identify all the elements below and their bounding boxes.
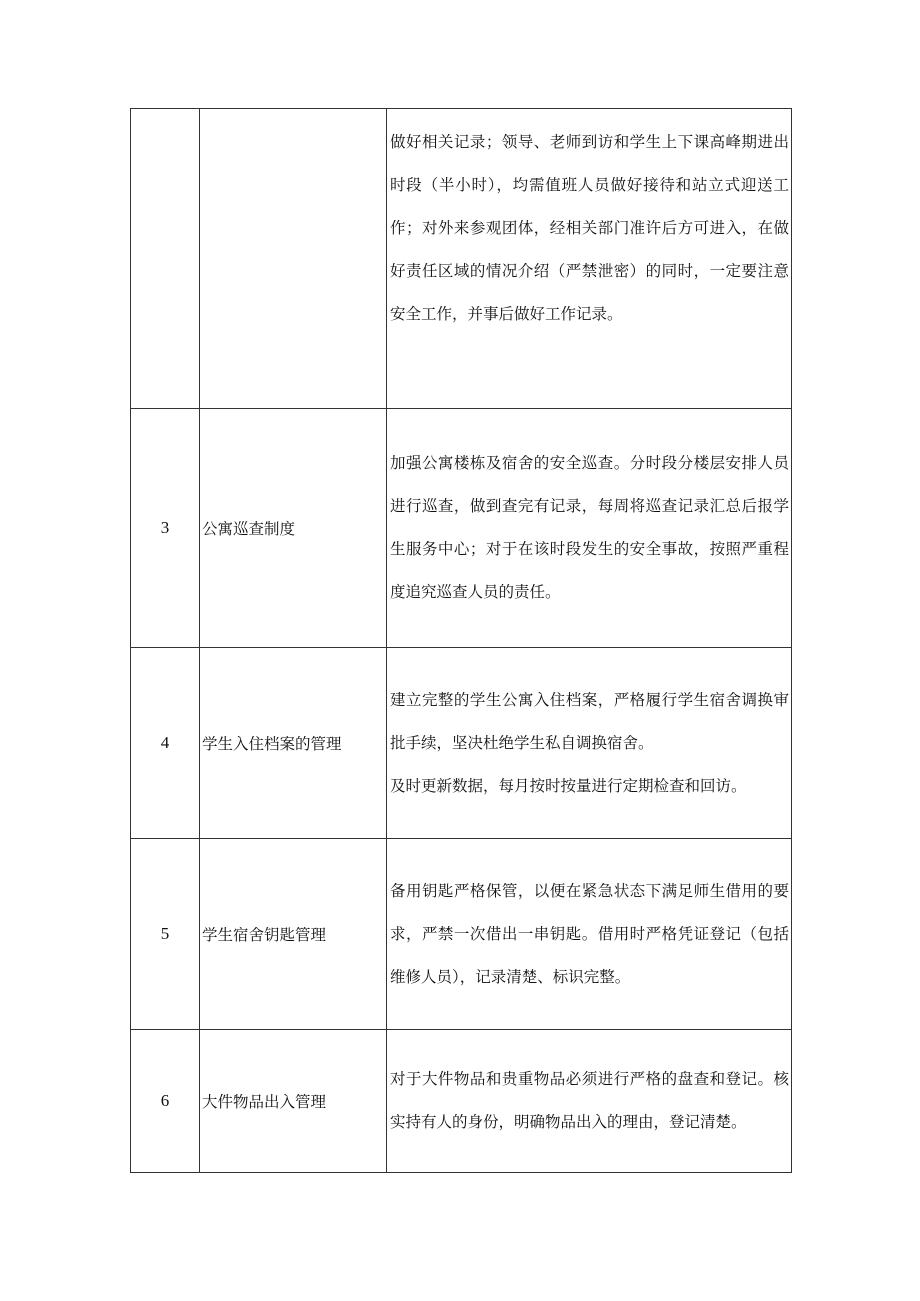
description-paragraph: 备用钥匙严格保管，以便在紧急状态下满足师生借用的要求，严禁一次借出一串钥匙。借用时严格凭证登记（包括维修人员），记录清楚、标识完整。 [390,881,789,986]
table-row [131,839,792,1030]
row-name [200,109,387,409]
table-row [131,109,792,409]
description-paragraph: 及时更新数据，每月按时按量进行定期检查和回访。 [390,776,747,795]
table-row [131,409,792,648]
row-number [131,109,200,409]
row-description [387,409,792,648]
row-name: 学生入住档案的管理 [200,648,387,839]
description-paragraph: 建立完整的学生公寓入住档案，严格履行学生宿舍调换审批手续，坚决杜绝学生私自调换宿舍。 [390,690,789,752]
row-name: 大件物品出入管理 [200,1030,387,1173]
row-number: 6 [131,1030,200,1173]
description-paragraph: 加强公寓楼栋及宿舍的安全巡查。分时段分楼层安排人员进行巡查，做到查完有记录，每周将巡查记录汇总后报学生服务中心；对于在该时段发生的安全事故，按照严重程度追究巡查人员的责任。 [390,454,789,601]
regulations-table [130,108,792,1173]
table-row [131,648,792,839]
row-number: 3 [131,409,200,648]
row-name: 公寓巡查制度 [200,409,387,648]
row-number: 4 [131,648,200,839]
description-paragraph: 对于大件物品和贵重物品必须进行严格的盘查和登记。核实持有人的身份，明确物品出入的理由，登记清楚。 [390,1070,789,1131]
table-row [131,1030,792,1173]
row-name: 学生宿舍钥匙管理 [200,839,387,1030]
description-paragraph: 做好相关记录；领导、老师到访和学生上下课高峰期进出时段（半小时），均需值班人员做好接待和站立式迎送工作；对外来参观团体，经相关部门准许后方可进入，在做好责任区域的情况介绍（严禁泄密）的同时，一定要注意安全工作，并事后做好工作记录。 [390,133,789,323]
row-description [387,1030,792,1173]
row-description [387,648,792,839]
row-description [387,109,792,409]
row-description [387,839,792,1030]
row-number: 5 [131,839,200,1030]
